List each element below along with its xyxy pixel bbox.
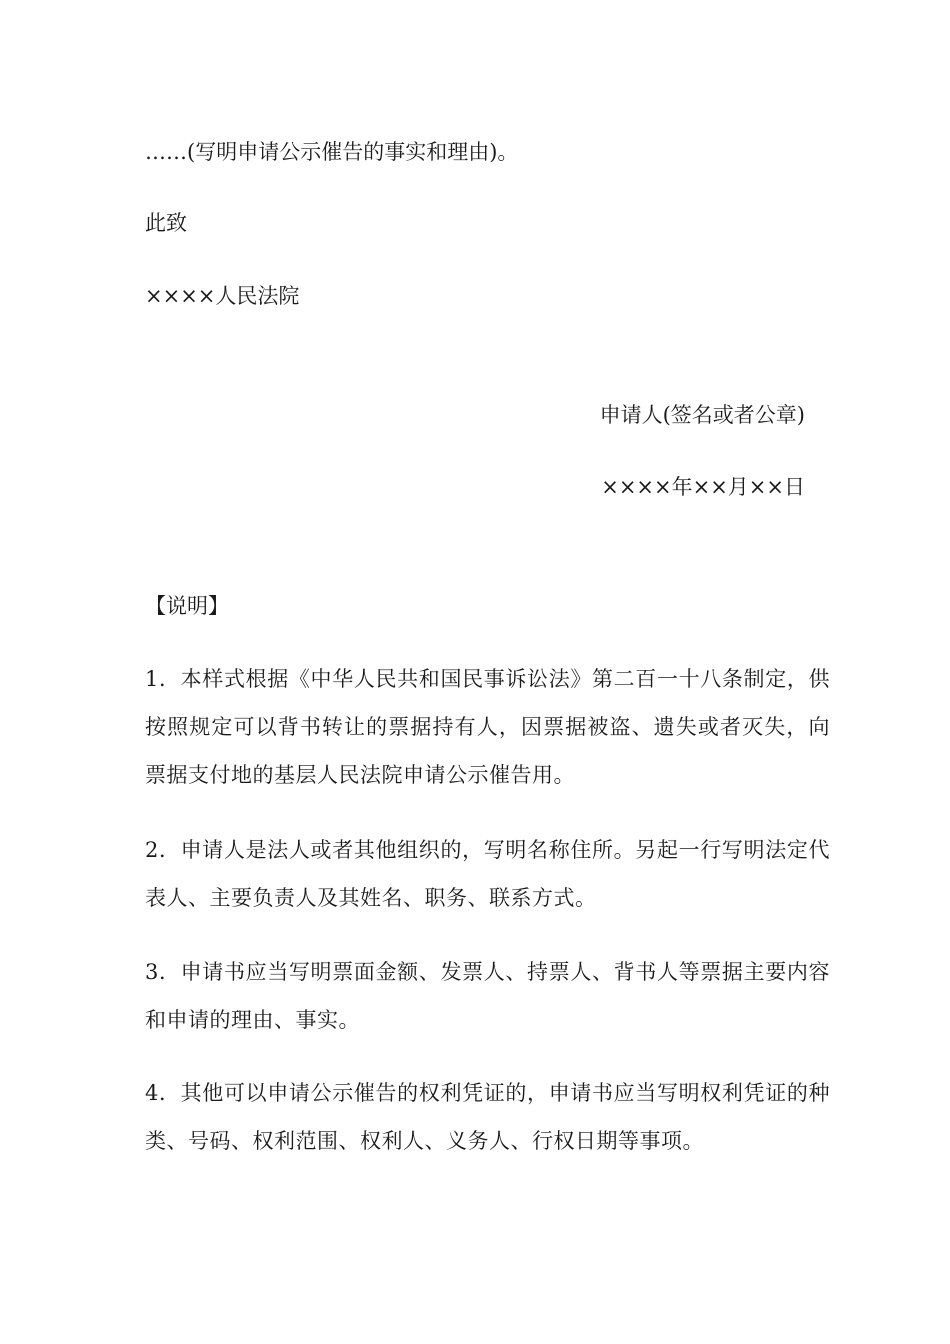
salutation: 此致: [145, 211, 187, 235]
fact-line: ……(写明申请公示催告的事实和理由)。: [145, 140, 519, 164]
signature-date: ××××年××月××日: [601, 475, 805, 499]
note-item-4: 4．其他可以申请公示催告的权利凭证的，申请书应当写明权利凭证的种类、号码、权利范围、权利人、义务人、行权日期等事项。: [145, 1081, 830, 1153]
note-item-2: 2．申请人是法人或者其他组织的，写明名称住所。另起一行写明法定代表人、主要负责人及其姓名、职务、联系方式。: [145, 838, 830, 910]
note-item-3: 3．申请书应当写明票面金额、发票人、持票人、背书人等票据主要内容和申请的理由、事实。: [145, 960, 830, 1032]
applicant-signature: 申请人(签名或者公章): [599, 403, 805, 427]
note-item-1: 1．本样式根据《中华人民共和国民事诉讼法》第二百一十八条制定，供按照规定可以背书转让的票据持有人，因票据被盗、遗失或者灭失，向票据支付地的基层人民法院申请公示催告用。: [145, 667, 830, 787]
notes-heading: 【说明】: [145, 594, 229, 618]
court-name: ××××人民法院: [145, 284, 300, 308]
